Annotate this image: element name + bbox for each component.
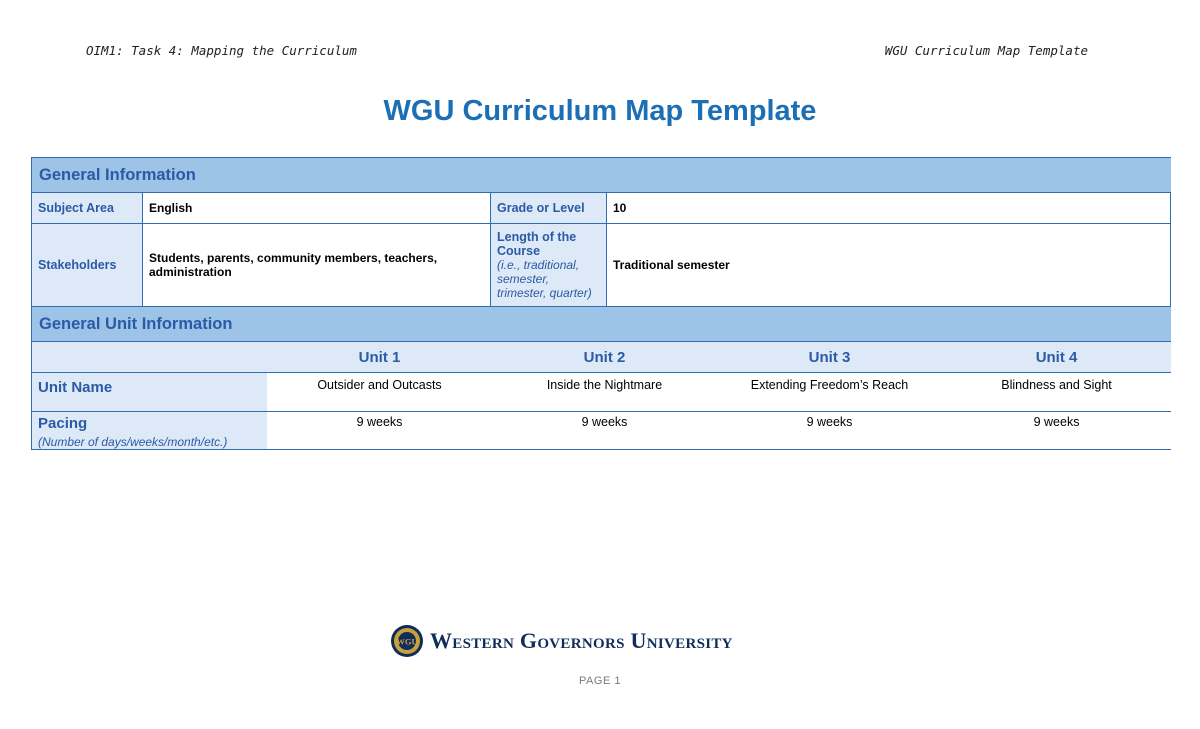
running-header-right: WGU Curriculum Map Template bbox=[884, 43, 1088, 58]
course-length-label-cell bbox=[491, 224, 607, 307]
subject-area-value: English bbox=[143, 193, 491, 224]
course-length-value: Traditional semester bbox=[607, 224, 1171, 307]
pacing-label-cell bbox=[32, 412, 267, 450]
page-number: PAGE 1 bbox=[579, 675, 621, 687]
pacing-label: Pacing bbox=[38, 415, 88, 432]
wgu-logo-text: Western Governors University bbox=[430, 628, 733, 653]
course-length-label: Length of the Course bbox=[497, 230, 577, 258]
unit-3-header: Unit 3 bbox=[717, 342, 943, 373]
unit-header-blank bbox=[32, 342, 267, 373]
wgu-logo bbox=[390, 624, 733, 658]
stakeholders-label: Stakeholders bbox=[32, 224, 143, 307]
unit-4-name: Blindness and Sight bbox=[943, 373, 1171, 412]
wgu-seal-icon bbox=[390, 624, 424, 658]
general-information-table bbox=[31, 157, 1171, 307]
general-unit-information-table bbox=[31, 306, 1171, 450]
general-unit-information-heading: General Unit Information bbox=[32, 307, 1171, 342]
unit-3-pacing: 9 weeks bbox=[717, 412, 943, 450]
unit-3-name: Extending Freedom’s Reach bbox=[717, 373, 943, 412]
pacing-hint: (Number of days/weeks/month/etc.) bbox=[38, 435, 228, 449]
running-header-left: OIM1: Task 4: Mapping the Curriculum bbox=[86, 43, 357, 58]
general-information-heading: General Information bbox=[32, 158, 1171, 193]
grade-level-value: 10 bbox=[607, 193, 1171, 224]
unit-2-name: Inside the Nightmare bbox=[493, 373, 717, 412]
wgu-seal-text: WGU bbox=[396, 636, 418, 647]
grade-level-label: Grade or Level bbox=[491, 193, 607, 224]
unit-1-name: Outsider and Outcasts bbox=[267, 373, 493, 412]
unit-1-pacing: 9 weeks bbox=[267, 412, 493, 450]
unit-4-pacing: 9 weeks bbox=[943, 412, 1171, 450]
unit-2-pacing: 9 weeks bbox=[493, 412, 717, 450]
unit-2-header: Unit 2 bbox=[493, 342, 717, 373]
unit-1-header: Unit 1 bbox=[267, 342, 493, 373]
subject-area-label: Subject Area bbox=[32, 193, 143, 224]
unit-name-label: Unit Name bbox=[32, 373, 267, 412]
stakeholders-value: Students, parents, community members, teachers, administration bbox=[143, 224, 491, 307]
unit-4-header: Unit 4 bbox=[943, 342, 1171, 373]
page-title: WGU Curriculum Map Template bbox=[383, 95, 817, 127]
course-length-hint: (i.e., traditional, semester, trimester, quarter) bbox=[497, 258, 592, 300]
